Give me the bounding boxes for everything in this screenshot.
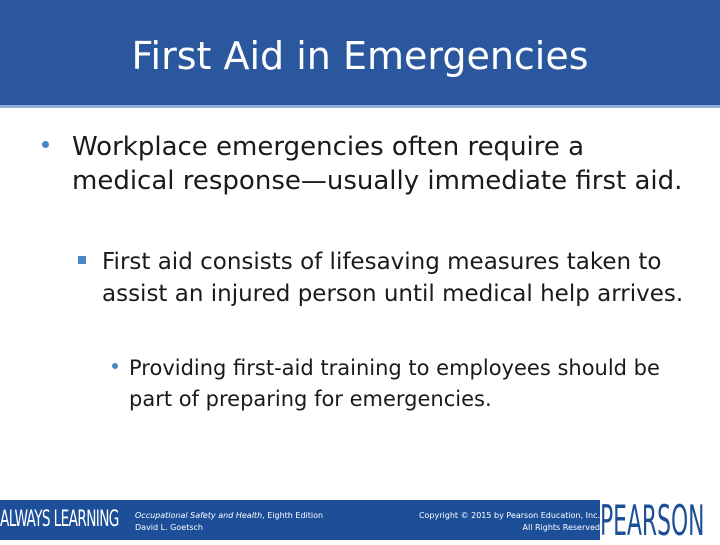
copyright-line-1: Copyright © 2015 by Pearson Education, Inc. bbox=[418, 511, 600, 520]
pearson-logo: PEARSON bbox=[600, 496, 705, 545]
book-edition: , Eighth Edition bbox=[262, 511, 324, 520]
book-title: Occupational Safety and Health bbox=[135, 511, 263, 520]
book-credit bbox=[135, 510, 385, 538]
title-bar bbox=[0, 0, 720, 108]
copyright bbox=[390, 510, 600, 534]
bullet-level-2-text: First aid consists of lifesaving measures taken to assist an injured person until medical help arrives. bbox=[102, 249, 684, 307]
square-bullet-icon bbox=[78, 256, 86, 264]
round-bullet-icon bbox=[42, 141, 49, 148]
bullet-level-3-text: Providing first-aid training to employees should be part of preparing for emergencies. bbox=[129, 356, 660, 411]
bullet-level-1-text: Workplace emergencies often require a medical response—usually immediate first aid. bbox=[72, 132, 683, 196]
copyright-line-2: All Rights Reserved bbox=[522, 523, 600, 532]
slide-title: First Aid in Emergencies bbox=[131, 34, 589, 78]
book-author: David L. Goetsch bbox=[135, 523, 203, 532]
always-learning-logo: ALWAYS LEARNING bbox=[0, 507, 119, 532]
round-bullet-icon bbox=[112, 363, 118, 369]
